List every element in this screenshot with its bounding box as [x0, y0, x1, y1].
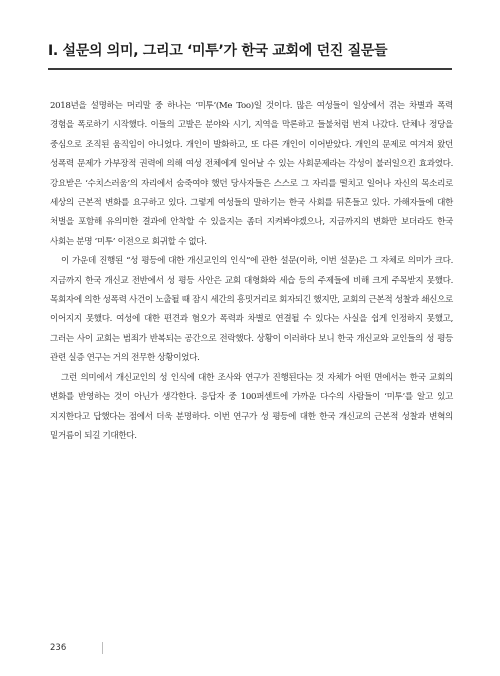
paragraph-2: 이 가운데 진행된 “성 평등에 대한 개신교인의 인식”에 관한 설문(이하, 이번 설문)은 그 자체로 의미가 크다. 지금까지 한국 개신교 전반에서 성 평등 사안은 교회 대형화와 세습 등의 주제들에 비해 크게 주목받지 못했다. 목회자에 의한 성폭력 사건이 노출될 때 잠시 세간의 흥밋거리로 회자되긴 했지만, 교회의 근본적 성찰과 쇄신으로 이어지지 못했다. 여성에 대한 편견과 혐오가 폭력과 차별로 연결될 수 있다는 사실을 쉽게 인정하지 못했고, 그러는 사이 교회는 범죄가 반복되는 공간으로 전락했다. 상황이 이러하다 보니 한국 개신교와 교인들의 성 평등 관련 실증 연구는 거의 전무한 상황이었다.: [50, 256, 453, 364]
section-title: Ⅰ. 설문의 의미, 그리고 ‘미투’가 한국 교회에 던진 질문들: [48, 43, 388, 59]
paragraph-1: 2018년을 설명하는 머리말 중 하나는 ‘미투’(Me Too)일 것이다. 많은 여성들이 일상에서 겪는 차별과 폭력 경험을 폭로하기 시작했다. 이들의 고발은 분야와 시기, 지역을 막론하고 들불처럼 번져 나갔다. 단체나 정당을 중심으로 조직된 움직임이 아니었다. 개인이 발화하고, 또 다른 개인이 이어받았다. 개인의 문제로 여겨져 왔던 성폭력 문제가 가부장적 권력에 의해 여성 전체에게 일어날 수 있는 사회문제라는 각성이 불러일으킨 효과였다. 강요받은 ‘수치스러움’의 자리에서 숨죽여야 했던 당사자들은 스스로 그 자리를 떨치고 일어나 자신의 목소리로 세상의 근본적 변화를 요구하고 있다. 그렇게 여성들의 말하기는 한국 사회를 뒤흔들고 있다. 가해자들에 대한 처벌을 포함해 유의미한 결과에 안착할 수 있을지는 좀더 지켜봐야겠으나, 지금까지의 변화만 보더라도 한국 사회는 분명 ‘미투’ 이전으로 회귀할 수 없다.: [50, 101, 453, 247]
body-text: [50, 97, 453, 446]
header-divider: [48, 68, 452, 70]
page-footer: [50, 642, 103, 654]
page-number: 236: [50, 643, 67, 653]
footer-divider: [102, 642, 103, 654]
paragraph-3: 그런 의미에서 개신교인의 성 인식에 대한 조사와 연구가 진행된다는 것 자체가 어떤 면에서는 한국 교회의 변화를 반영하는 것이 아닌가 생각한다. 응답자 중 100퍼센트에 가까운 다수의 사람들이 ‘미투’를 알고 있고 지지한다고 답했다는 점에서 더욱 분명하다. 이번 연구가 성 평등에 대한 한국 개신교의 근본적 성찰과 변혁의 밑거름이 되길 기대한다.: [50, 372, 453, 441]
chapter-header: [48, 40, 452, 70]
